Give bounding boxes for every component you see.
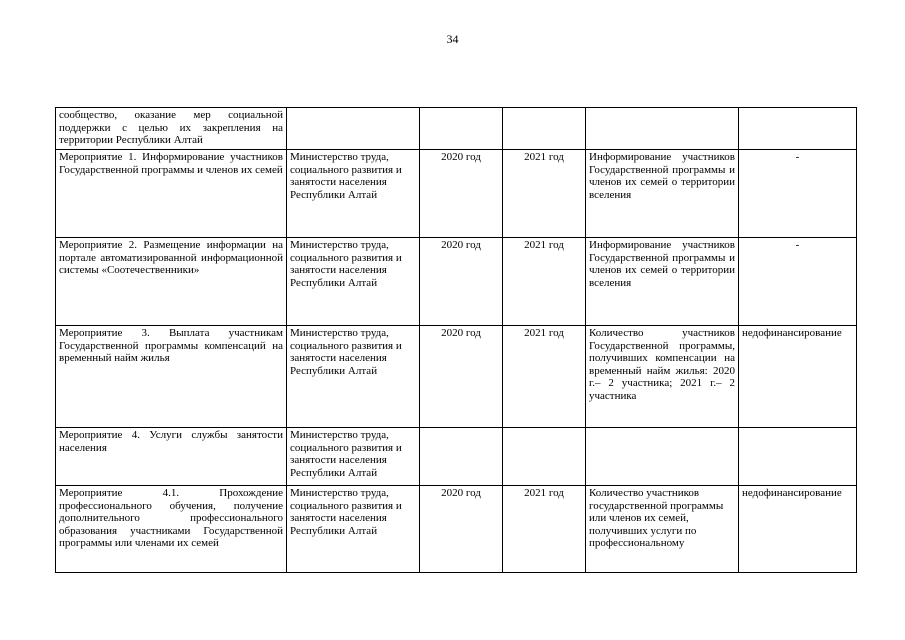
note-cell: - xyxy=(739,238,857,326)
result-cell xyxy=(586,428,739,486)
start-year-cell xyxy=(420,108,503,150)
result-cell: Количество участников государственной программы или членов их семей, получивших услуги по профессиональному xyxy=(586,486,739,573)
activity-cell: сообщество, оказание мер социальной поддержки с целью их закрепления на территории Республики Алтай xyxy=(56,108,287,150)
end-year-cell xyxy=(503,428,586,486)
end-year-cell: 2021 год xyxy=(503,238,586,326)
activity-cell: Мероприятие 4.1. Прохождение профессионального обучения, получение дополнительного профессионального образования участниками Государственной программы или членами их семей xyxy=(56,486,287,573)
result-cell xyxy=(586,108,739,150)
note-cell: недофинансирование xyxy=(739,326,857,428)
activity-cell: Мероприятие 3. Выплата участникам Государственной программы компенсаций на временный найм жилья xyxy=(56,326,287,428)
note-cell: - xyxy=(739,150,857,238)
program-activities-table xyxy=(55,107,857,573)
end-year-cell: 2021 год xyxy=(503,486,586,573)
table-row xyxy=(56,326,857,428)
executor-cell: Министерство труда, социального развития и занятости населения Республики Алтай xyxy=(287,150,420,238)
table-row xyxy=(56,486,857,573)
executor-cell: Министерство труда, социального развития и занятости населения Республики Алтай xyxy=(287,428,420,486)
end-year-cell: 2021 год xyxy=(503,326,586,428)
result-cell: Информирование участников Государственной программы и членов их семей о территории вселения xyxy=(586,150,739,238)
result-cell: Информирование участников Государственной программы и членов их семей о территории вселения xyxy=(586,238,739,326)
note-cell xyxy=(739,428,857,486)
start-year-cell: 2020 год xyxy=(420,238,503,326)
start-year-cell: 2020 год xyxy=(420,326,503,428)
note-cell xyxy=(739,108,857,150)
page-number: 34 xyxy=(446,32,459,46)
result-cell: Количество участников Государственной программы, получивших компенсации на временный найм жилья: 2020 г.– 2 участника; 2021 г.– 2 участника xyxy=(586,326,739,428)
start-year-cell: 2020 год xyxy=(420,150,503,238)
end-year-cell xyxy=(503,108,586,150)
note-cell: недофинансирование xyxy=(739,486,857,573)
table-row xyxy=(56,150,857,238)
executor-cell: Министерство труда, социального развития и занятости населения Республики Алтай xyxy=(287,486,420,573)
start-year-cell xyxy=(420,428,503,486)
activity-cell: Мероприятие 4. Услуги службы занятости населения xyxy=(56,428,287,486)
end-year-cell: 2021 год xyxy=(503,150,586,238)
executor-cell: Министерство труда, социального развития и занятости населения Республики Алтай xyxy=(287,326,420,428)
table-row xyxy=(56,428,857,486)
table-row xyxy=(56,108,857,150)
activity-cell: Мероприятие 1. Информирование участников Государственной программы и членов их семей xyxy=(56,150,287,238)
executor-cell xyxy=(287,108,420,150)
activity-cell: Мероприятие 2. Размещение информации на портале автоматизированной информационной системы «Соотечественники» xyxy=(56,238,287,326)
start-year-cell: 2020 год xyxy=(420,486,503,573)
table-row xyxy=(56,238,857,326)
executor-cell: Министерство труда, социального развития и занятости населения Республики Алтай xyxy=(287,238,420,326)
